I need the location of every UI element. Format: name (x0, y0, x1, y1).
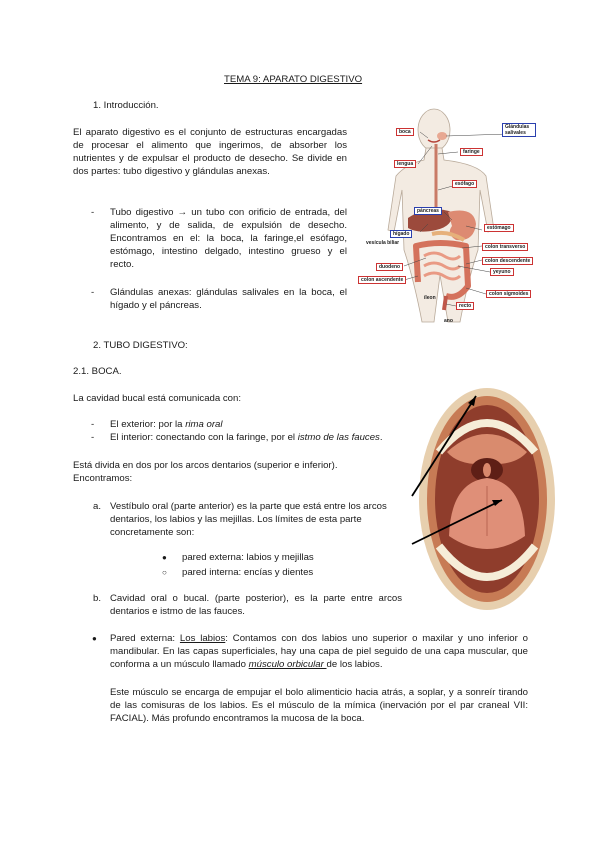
comm-interior (110, 431, 383, 444)
label-pancreas: páncreas (414, 207, 442, 215)
los-labios-term: Los labios (179, 633, 226, 644)
limit-pared-interna: pared interna: encías y dientes (182, 567, 314, 578)
istmo-fauces-term: istmo de las fauces (297, 432, 380, 443)
item-a-marker: a. (93, 501, 102, 512)
item-b-cavidad-oral: Cavidad oral o bucal. (parte posterior), es la parte entre arcos dentarios e istmo de las fauces. (110, 593, 402, 617)
intro-paragraph: El aparato digestivo es el conjunto de estructuras encargadas de procesar el alimento que ingerimos, de absorber los nutrientes y de expulsar el producto de desecho. Se divide en dos partes: tubo digestivo y glándulas anexas. (73, 127, 347, 177)
subsection-boca-heading: 2.1. BOCA. (73, 366, 122, 377)
label-glandulas-salivales: Glándulas salivales (502, 123, 536, 137)
pared-externa-body: : Contamos con dos labios uno superior o maxilar y uno inferior o mandibular. En las capas superficiales, hay una capa de piel seguido de una capa muscular, que conforma a un músculo llamado (110, 633, 528, 670)
division-paragraph: Está divida en dos por los arcos dentarios (superior e inferior). Encontramos: (73, 460, 338, 484)
label-boca: boca (396, 128, 414, 136)
label-recto: recto (456, 302, 474, 310)
bullet-tubo-digestivo: Tubo digestivo → un tubo con orificio de entrada, del alimento, y de salida, de expulsión de desecho. Encontramos en el: la boca, la faringe,el esófago, estómago, intestino delgado, intestino grueso y el recto. (110, 207, 347, 270)
label-faringe: faringe (460, 148, 483, 156)
pared-externa-paragraph (110, 632, 528, 671)
bullet-glandulas-anexas: Glándulas anexas: glándulas salivales en la boca, el hígado y el páncreas. (110, 287, 347, 311)
limit-pared-externa: pared externa: labios y mejillas (182, 552, 314, 563)
bullet-marker: - (91, 419, 95, 430)
musculo-orbicular-term: músculo orbicular (248, 659, 327, 670)
label-esofago: esófago (452, 180, 477, 188)
label-colon-descendente: colon descendente (482, 257, 533, 265)
item-a-vestibulo: Vestíbulo oral (parte anterior) es la parte que está entre los arcos dentarios, los labios y las mejillas. Los límites de esta parte concretamente son: (110, 501, 387, 538)
item-b-marker: b. (93, 593, 102, 604)
label-estomago: estómago (484, 224, 514, 232)
pared-externa-end: de los labios. (326, 659, 383, 670)
label-lengua: lengua (394, 160, 416, 168)
comm-exterior-text: El exterior: por la (110, 419, 186, 430)
bullet-marker: - (91, 207, 95, 218)
pared-externa-lead: Pared externa: (110, 633, 180, 644)
bullet-marker: - (91, 432, 95, 443)
section-1-heading: 1. Introducción. (93, 100, 159, 111)
label-ileon: íleon (424, 295, 436, 301)
comm-interior-text: El interior: conectando con la faringe, por el (110, 432, 298, 443)
section-2-heading: 2. TUBO DIGESTIVO: (93, 340, 188, 351)
limit-marker: ○ (162, 568, 167, 577)
label-duodeno: duodeno (376, 263, 403, 271)
cavidad-intro: La cavidad bucal está comunicada con: (73, 393, 241, 404)
label-ano: ano (444, 318, 453, 324)
label-yeyuno: yeyuno (490, 268, 514, 276)
label-vesicula-biliar: vesícula biliar (366, 240, 400, 246)
comm-interior-end: . (379, 432, 383, 443)
digestive-system-figure (348, 100, 548, 328)
rima-oral-term: rima oral (185, 419, 223, 430)
limit-marker: ● (162, 553, 167, 562)
label-colon-ascendente: colon ascendente (358, 276, 406, 284)
label-colon-sigmoides: colon sigmoides (486, 290, 531, 298)
bullet-marker: - (91, 287, 95, 298)
pared-externa-marker: ● (92, 634, 97, 643)
annotation-arrows (406, 392, 506, 552)
label-higado: hígado (390, 230, 412, 238)
label-colon-transverso: colon transverso (482, 243, 528, 251)
musculo-paragraph: Este músculo se encarga de empujar el bolo alimenticio hacia atrás, a soplar, y a sonreír tirando de las comisuras de los labios. Es el músculo de la mímica (inervación por el par craneal VII: FACIAL). Más profundo encontramos la mucosa de la boca. (110, 687, 528, 724)
comm-exterior (110, 418, 223, 431)
page-title: TEMA 9: APARATO DIGESTIVO (224, 74, 363, 85)
